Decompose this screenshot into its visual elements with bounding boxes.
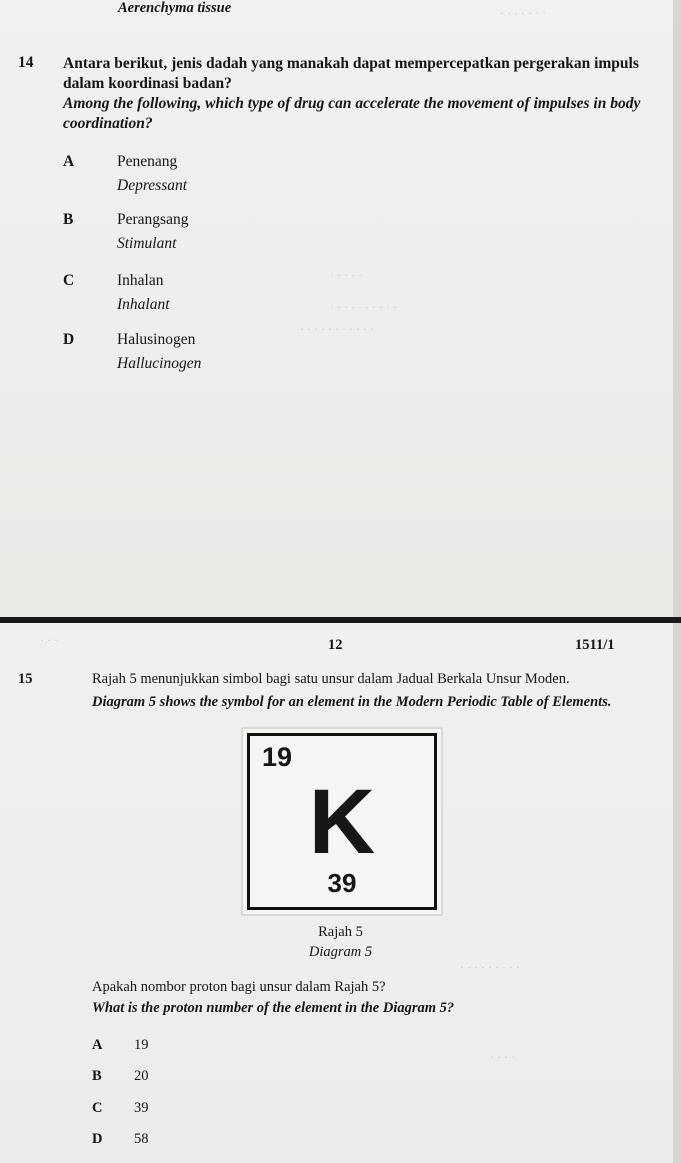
option-a-english: Depressant — [117, 177, 188, 194]
paper-code: 1511/1 — [575, 637, 615, 653]
option-b-malay: Perangsang — [117, 211, 189, 228]
question-15-stem-english: Diagram 5 shows the symbol for an element in the Modern Periodic Table of Elements. — [92, 694, 612, 710]
question-15-prompt-english: What is the proton number of the element in the Diagram 5? — [92, 1000, 455, 1016]
option-d-english: Hallucinogen — [117, 355, 202, 372]
option-letter-c: C — [92, 1100, 103, 1116]
question-15-prompt-malay: Apakah nombor proton bagi unsur dalam Rajah 5? — [92, 979, 386, 995]
previous-answer-text: Aerenchyma tissue — [118, 0, 232, 16]
option-b-english: Stimulant — [117, 235, 177, 252]
show-through-text: · · · · · · · · · · — [330, 300, 397, 314]
element-box-border — [247, 733, 437, 910]
option-letter-a: A — [92, 1037, 103, 1053]
question-14-stem-english: Among the following, which type of drug can accelerate the movement of impulses in body coordination? — [63, 95, 641, 132]
page-edge-shadow — [673, 623, 681, 1163]
nucleon-number: 39 — [327, 868, 357, 898]
show-through-text: · · · · · · · · · · · — [300, 322, 374, 336]
show-through-text: · · · · · · · · · — [460, 960, 520, 974]
option-b-value: 20 — [134, 1068, 149, 1084]
option-c-value: 39 — [134, 1100, 149, 1116]
show-through-text: · · · · · — [330, 268, 362, 282]
question-15-number: 15 — [18, 671, 33, 687]
show-through-text: · · · · · · · — [500, 6, 546, 20]
option-letter-a: A — [63, 153, 75, 170]
diagram-caption-english: Diagram 5 — [308, 944, 373, 960]
option-a-value: 19 — [134, 1037, 149, 1053]
option-letter-b: B — [63, 211, 74, 228]
option-letter-c: C — [63, 272, 75, 289]
option-letter-d: D — [92, 1131, 103, 1147]
option-letter-b: B — [92, 1068, 102, 1084]
option-d-malay: Halusinogen — [117, 331, 196, 348]
page-edge-shadow — [673, 0, 681, 618]
question-14-stem-malay: Antara berikut, jenis dadah yang manakah dapat mempercepatkan pergerakan impuls dalam koordinasi badan? — [63, 55, 639, 92]
option-c-malay: Inhalan — [117, 272, 164, 289]
option-a-malay: Penenang — [117, 153, 178, 170]
question-15-stem-malay: Rajah 5 menunjukkan simbol bagi satu unsur dalam Jadual Berkala Unsur Moden. — [92, 671, 570, 687]
periodic-element-diagram — [241, 727, 443, 916]
show-through-text: · · · — [40, 633, 58, 647]
proton-number: 19 — [262, 742, 293, 772]
option-letter-d: D — [63, 331, 75, 348]
option-c-english: Inhalant — [117, 296, 170, 313]
element-symbol: K — [308, 771, 376, 873]
diagram-caption-malay: Rajah 5 — [318, 924, 363, 940]
option-d-value: 58 — [134, 1131, 149, 1147]
question-14-number: 14 — [18, 54, 34, 71]
page-number: 12 — [328, 637, 343, 653]
show-through-text: · · · · — [490, 1050, 515, 1064]
